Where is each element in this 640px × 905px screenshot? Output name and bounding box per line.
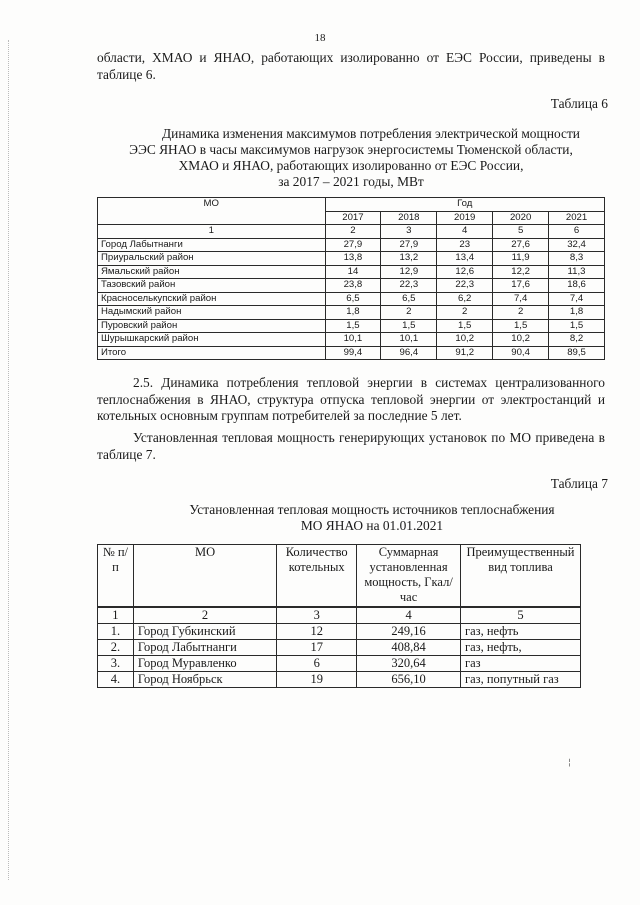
table-row xyxy=(98,252,605,266)
table6-cell-value: 10,2 xyxy=(493,333,549,347)
table6-cell-value: 2 xyxy=(381,306,437,320)
table7-body xyxy=(98,623,581,687)
table6-year: 2017 xyxy=(325,211,381,225)
table7-row-num: 3. xyxy=(98,655,134,671)
table6-header-year: Год xyxy=(325,198,605,212)
table-row xyxy=(98,639,581,655)
table6-cell-value: 32,4 xyxy=(549,238,605,252)
table6-cell-value: 23 xyxy=(437,238,493,252)
table7-row-mo: Город Губкинский xyxy=(133,623,276,639)
table6-cell-value: 11,9 xyxy=(493,252,549,266)
table6-cell-value: 14 xyxy=(325,265,381,279)
table-row xyxy=(98,655,581,671)
table6-cell-value: 17,6 xyxy=(493,279,549,293)
scan-mark: ¦ xyxy=(568,758,572,768)
table7-row-count: 17 xyxy=(277,639,357,655)
table6-cell-value: 6,2 xyxy=(437,292,493,306)
table6-row-name: Пуровский район xyxy=(98,319,326,333)
table6-cell-value: 12,9 xyxy=(381,265,437,279)
table6-col-number: 6 xyxy=(549,225,605,239)
table6-cell-value: 18,6 xyxy=(549,279,605,293)
table6-cell-value: 91,2 xyxy=(437,346,493,360)
table7-col-number: 3 xyxy=(277,607,357,624)
table6-year: 2021 xyxy=(549,211,605,225)
table7-col-number: 5 xyxy=(460,607,580,624)
table6-col-number: 1 xyxy=(98,225,326,239)
table6-cell-value: 10,2 xyxy=(437,333,493,347)
table6-cell-value: 99,4 xyxy=(325,346,381,360)
table6-cell-value: 12,2 xyxy=(493,265,549,279)
table6-label: Таблица 6 xyxy=(550,96,608,111)
table6 xyxy=(97,197,605,360)
section-paragraph-2: Установленная тепловая мощность генерирующих установок по МО приведена в таблице 7. xyxy=(97,430,605,462)
table7-row-mo: Город Муравленко xyxy=(133,655,276,671)
table6-cell-value: 1,8 xyxy=(549,306,605,320)
table7-label: Таблица 7 xyxy=(550,476,608,491)
table-row xyxy=(98,333,605,347)
table6-caption-line2: ЭЭС ЯНАО в часы максимумов нагрузок энергосистемы Тюменской области, xyxy=(129,142,573,157)
table-row xyxy=(98,238,605,252)
table6-cell-value: 1,5 xyxy=(549,319,605,333)
table6-cell-value: 23,8 xyxy=(325,279,381,293)
table6-col-number: 2 xyxy=(325,225,381,239)
table6-cell-value: 27,9 xyxy=(381,238,437,252)
table6-row-name: Ямальский район xyxy=(98,265,326,279)
table-row xyxy=(98,671,581,687)
table-row xyxy=(98,306,605,320)
table6-cell-value: 8,3 xyxy=(549,252,605,266)
table6-cell-value: 1,8 xyxy=(325,306,381,320)
table7-row-fuel: газ xyxy=(460,655,580,671)
table-row xyxy=(98,279,605,293)
table7-row-num: 1. xyxy=(98,623,134,639)
table7-row-count: 19 xyxy=(277,671,357,687)
table7-header-count: Количество котельных xyxy=(277,545,357,607)
table6-row-name: Тазовский район xyxy=(98,279,326,293)
table6-year: 2019 xyxy=(437,211,493,225)
table6-header-row xyxy=(98,198,605,212)
table7-row-num: 2. xyxy=(98,639,134,655)
table6-cell-value: 7,4 xyxy=(549,292,605,306)
table7-row-power: 249,16 xyxy=(357,623,461,639)
table6-body xyxy=(98,238,605,360)
table7-header-row xyxy=(98,545,581,607)
table6-cell-value: 7,4 xyxy=(493,292,549,306)
table7-row-fuel: газ, попутный газ xyxy=(460,671,580,687)
table6-cell-value: 6,5 xyxy=(325,292,381,306)
table6-cell-value: 90,4 xyxy=(493,346,549,360)
table6-row-name: Итого xyxy=(98,346,326,360)
table7-caption-line2: МО ЯНАО на 01.01.2021 xyxy=(300,518,444,533)
table7-header-fuel: Преимущественный вид топлива xyxy=(460,545,580,607)
table6-cell-value: 22,3 xyxy=(381,279,437,293)
table7-col-number: 1 xyxy=(98,607,134,624)
table6-col-number: 3 xyxy=(381,225,437,239)
table6-cell-value: 12,6 xyxy=(437,265,493,279)
table6-caption xyxy=(97,126,605,190)
section-paragraph: 2.5. Динамика потребления тепловой энергии в системах централизованного теплоснабжения в ЯНАО, структура отпуска тепловой энергии от электростанций и котельных основным группам потребителей за последние 5 лет. xyxy=(97,375,605,423)
table-row xyxy=(98,265,605,279)
table7-row-num: 4. xyxy=(98,671,134,687)
table6-cell-value: 1,5 xyxy=(493,319,549,333)
table6-cell-value: 96,4 xyxy=(381,346,437,360)
table6-caption-line1: Динамика изменения максимумов потребления электрической мощности xyxy=(162,126,580,141)
table7-row-fuel: газ, нефть, xyxy=(460,639,580,655)
table7-row-power: 408,84 xyxy=(357,639,461,655)
table6-year: 2018 xyxy=(381,211,437,225)
table-row xyxy=(98,319,605,333)
table6-row-name: Город Лабытнанги xyxy=(98,238,326,252)
table7-col-number: 4 xyxy=(357,607,461,624)
table6-cell-value: 89,5 xyxy=(549,346,605,360)
table7-header-power: Суммарная установленная мощность, Гкал/час xyxy=(357,545,461,607)
table6-num-row xyxy=(98,225,605,239)
table-row xyxy=(98,346,605,360)
table7-row-power: 320,64 xyxy=(357,655,461,671)
table6-col-number: 4 xyxy=(437,225,493,239)
margin-dotted-line xyxy=(8,40,9,880)
table7-caption xyxy=(140,502,604,534)
table6-col-number: 5 xyxy=(493,225,549,239)
table7-row-mo: Город Лабытнанги xyxy=(133,639,276,655)
table6-year: 2020 xyxy=(493,211,549,225)
table7-row-count: 6 xyxy=(277,655,357,671)
page-number: 18 xyxy=(314,32,326,44)
table6-cell-value: 22,3 xyxy=(437,279,493,293)
table6-cell-value: 13,8 xyxy=(325,252,381,266)
table6-cell-value: 1,5 xyxy=(381,319,437,333)
table6-cell-value: 1,5 xyxy=(325,319,381,333)
table6-cell-value: 1,5 xyxy=(437,319,493,333)
table6-row-name: Надымский район xyxy=(98,306,326,320)
table6-cell-value: 6,5 xyxy=(381,292,437,306)
table7-col-number: 2 xyxy=(133,607,276,624)
table7-header-num: № п/п xyxy=(98,545,134,607)
table6-cell-value: 27,9 xyxy=(325,238,381,252)
table6-cell-value: 13,4 xyxy=(437,252,493,266)
table6-cell-value: 2 xyxy=(493,306,549,320)
table7 xyxy=(97,544,581,688)
table-row xyxy=(98,292,605,306)
table7-num-row xyxy=(98,607,581,624)
table-row xyxy=(98,623,581,639)
table7-row-fuel: газ, нефть xyxy=(460,623,580,639)
table6-cell-value: 27,6 xyxy=(493,238,549,252)
table6-cell-value: 8,2 xyxy=(549,333,605,347)
table6-cell-value: 10,1 xyxy=(381,333,437,347)
table7-caption-line1: Установленная тепловая мощность источников теплоснабжения xyxy=(189,502,555,517)
table6-caption-line4: за 2017 – 2021 годы, МВт xyxy=(278,174,424,189)
table7-header-mo: МО xyxy=(133,545,276,607)
table6-header-mo: МО xyxy=(98,198,326,225)
intro-paragraph: области, ХМАО и ЯНАО, работающих изолированно от ЕЭС России, приведены в таблице 6. xyxy=(97,50,605,82)
table6-row-name: Шурышкарский район xyxy=(98,333,326,347)
table6-cell-value: 2 xyxy=(437,306,493,320)
table7-row-power: 656,10 xyxy=(357,671,461,687)
table6-caption-line3: ХМАО и ЯНАО, работающих изолированно от ЕЭС России, xyxy=(178,158,524,173)
table7-row-count: 12 xyxy=(277,623,357,639)
table7-row-mo: Город Ноябрьск xyxy=(133,671,276,687)
table6-cell-value: 10,1 xyxy=(325,333,381,347)
table6-row-name: Приуральский район xyxy=(98,252,326,266)
table6-row-name: Красноселькупский район xyxy=(98,292,326,306)
table6-cell-value: 11,3 xyxy=(549,265,605,279)
table6-cell-value: 13,2 xyxy=(381,252,437,266)
